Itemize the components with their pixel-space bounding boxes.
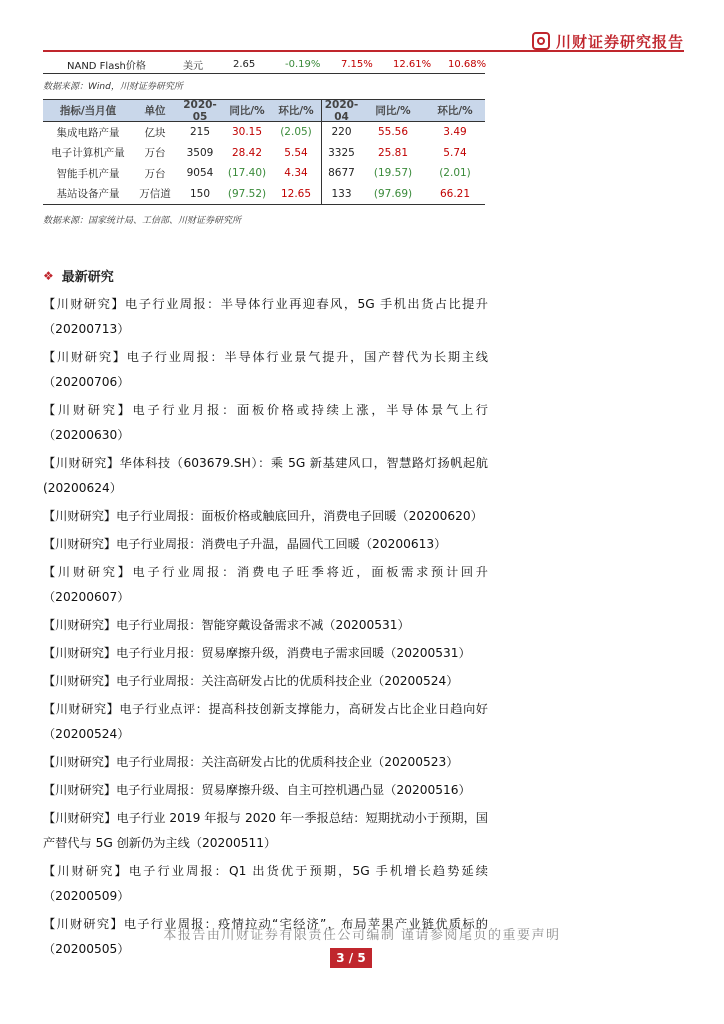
header-cell: 环比/%	[278, 105, 314, 117]
cell-yoy: 25.81	[377, 146, 409, 159]
nand-value: 2.65	[233, 58, 256, 70]
cell-mom: (2.05)	[280, 126, 312, 139]
cell-value: 3509	[186, 146, 214, 159]
brand-header	[532, 30, 684, 52]
cell-indicator: 电子计算机产量	[51, 147, 125, 160]
research-item[interactable]: 【川财研究】电子行业周报：半导体行业再迎春风，5G 手机出货占比提升（20200713）	[43, 297, 488, 336]
research-item[interactable]: 【川财研究】电子行业周报：贸易摩擦升级、自主可控机遇凸显（20200516）	[43, 783, 471, 797]
header-rule	[43, 50, 684, 52]
table-row	[43, 163, 485, 184]
research-item[interactable]: 【川财研究】电子行业月报：面板价格或持续上涨，半导体景气上行（20200630）	[43, 403, 488, 442]
cell-indicator: 基站设备产量	[56, 188, 120, 201]
research-item[interactable]: 【川财研究】电子行业点评：提高科技创新支撑能力，高研发占比企业日趋向好（20200524）	[43, 702, 488, 741]
research-item[interactable]: 【川财研究】电子行业 2019 年报与 2020 年一季报总结：短期扰动小于预期，国产替代与 5G 创新仍为主线（20200511）	[43, 811, 488, 850]
cell-mom: 5.54	[284, 146, 308, 159]
table-rule	[43, 73, 485, 74]
cell-yoy: (97.52)	[227, 187, 267, 200]
table-header-row	[43, 100, 485, 122]
industry-data-table	[43, 99, 485, 205]
table-row	[43, 143, 485, 164]
cell-mom: 3.49	[443, 126, 467, 139]
header-cell: 同比/%	[375, 105, 411, 117]
cell-value: 150	[189, 187, 211, 200]
section-title	[43, 266, 114, 285]
footer-disclaimer: 本报告由川财证券有限责任公司编制 谨请参阅尾页的重要声明	[163, 928, 561, 943]
header-cell: 2020-04	[321, 100, 361, 121]
section-title-text: 最新研究	[61, 270, 114, 285]
data-source-2: 数据来源：国家统计局、工信部、川财证券研究所	[43, 216, 242, 226]
cell-value: 8677	[321, 163, 361, 184]
table-row	[43, 184, 485, 205]
cell-unit: 亿块	[144, 126, 166, 139]
cell-yoy: 30.15	[231, 126, 263, 139]
cell-value: 133	[321, 184, 361, 205]
research-item[interactable]: 【川财研究】电子行业周报：Q1 出货优于预期，5G 手机增长趋势延续（20200509）	[43, 864, 488, 903]
nand-change-4: 10.68%	[448, 58, 487, 70]
cell-mom: 4.34	[284, 167, 308, 180]
brand-logo-icon	[532, 32, 550, 50]
data-source-1: 数据来源：Wind，川财证券研究所	[43, 82, 183, 92]
cell-yoy: (97.69)	[373, 187, 413, 200]
cell-unit: 万台	[144, 167, 166, 180]
header-cell: 单位	[144, 105, 166, 117]
nand-name: NAND Flash价格	[67, 60, 146, 72]
cell-yoy: (17.40)	[227, 167, 267, 180]
research-item[interactable]: 【川财研究】电子行业周报：消费电子旺季将近，面板需求预计回升（20200607）	[43, 565, 488, 604]
diamond-bullet-icon: ❖	[43, 268, 54, 283]
header-cell: 同比/%	[229, 105, 265, 117]
header-cell: 2020-05	[183, 98, 217, 123]
cell-indicator: 集成电路产量	[56, 126, 120, 139]
nand-change-1: -0.19%	[285, 58, 321, 70]
cell-yoy: (19.57)	[373, 167, 413, 180]
research-item[interactable]: 【川财研究】电子行业周报：智能穿戴设备需求不减（20200531）	[43, 618, 410, 632]
research-item[interactable]: 【川财研究】华体科技（603679.SH）：乘 5G 新基建风口，智慧路灯扬帆起航(20200624）	[43, 456, 488, 495]
cell-mom: 12.65	[280, 187, 312, 200]
cell-unit: 万台	[144, 147, 166, 160]
research-item[interactable]: 【川财研究】电子行业周报：面板价格或触底回升，消费电子回暖（20200620）	[43, 509, 483, 523]
research-item[interactable]: 【川财研究】电子行业周报：关注高研发占比的优质科技企业（20200523）	[43, 755, 459, 769]
research-item[interactable]: 【川财研究】电子行业周报：消费电子升温，晶圆代工回暖（20200613）	[43, 537, 447, 551]
cell-unit: 万信道	[139, 188, 171, 201]
research-item[interactable]: 【川财研究】电子行业周报：半导体行业景气提升，国产替代为长期主线（20200706）	[43, 350, 488, 389]
research-item[interactable]: 【川财研究】电子行业周报：疫情拉动“宅经济”，布局苹果产业链优质标的（20200505）	[43, 917, 488, 956]
cell-yoy: 55.56	[377, 126, 409, 139]
cell-yoy: 28.42	[231, 146, 263, 159]
nand-flash-row	[43, 56, 485, 72]
research-list	[43, 292, 488, 965]
nand-change-2: 7.15%	[341, 58, 373, 70]
brand-title: 川财证券研究报告	[555, 32, 684, 51]
cell-mom: 66.21	[439, 187, 471, 200]
cell-indicator: 智能手机产量	[56, 167, 120, 180]
nand-change-3: 12.61%	[393, 58, 432, 70]
cell-value: 3325	[321, 143, 361, 164]
page-number: 3 / 5	[330, 948, 372, 968]
nand-unit: 美元	[183, 60, 203, 72]
table-row	[43, 122, 485, 143]
header-cell: 指标/当月值	[59, 105, 117, 117]
cell-value: 215	[189, 126, 211, 139]
research-item[interactable]: 【川财研究】电子行业月报：贸易摩擦升级，消费电子需求回暖（20200531）	[43, 646, 471, 660]
header-cell: 环比/%	[437, 105, 473, 117]
cell-mom: (2.01)	[439, 167, 471, 180]
cell-mom: 5.74	[443, 146, 467, 159]
cell-value: 9054	[186, 167, 214, 180]
research-item[interactable]: 【川财研究】电子行业周报：关注高研发占比的优质科技企业（20200524）	[43, 674, 459, 688]
cell-value: 220	[321, 122, 361, 143]
